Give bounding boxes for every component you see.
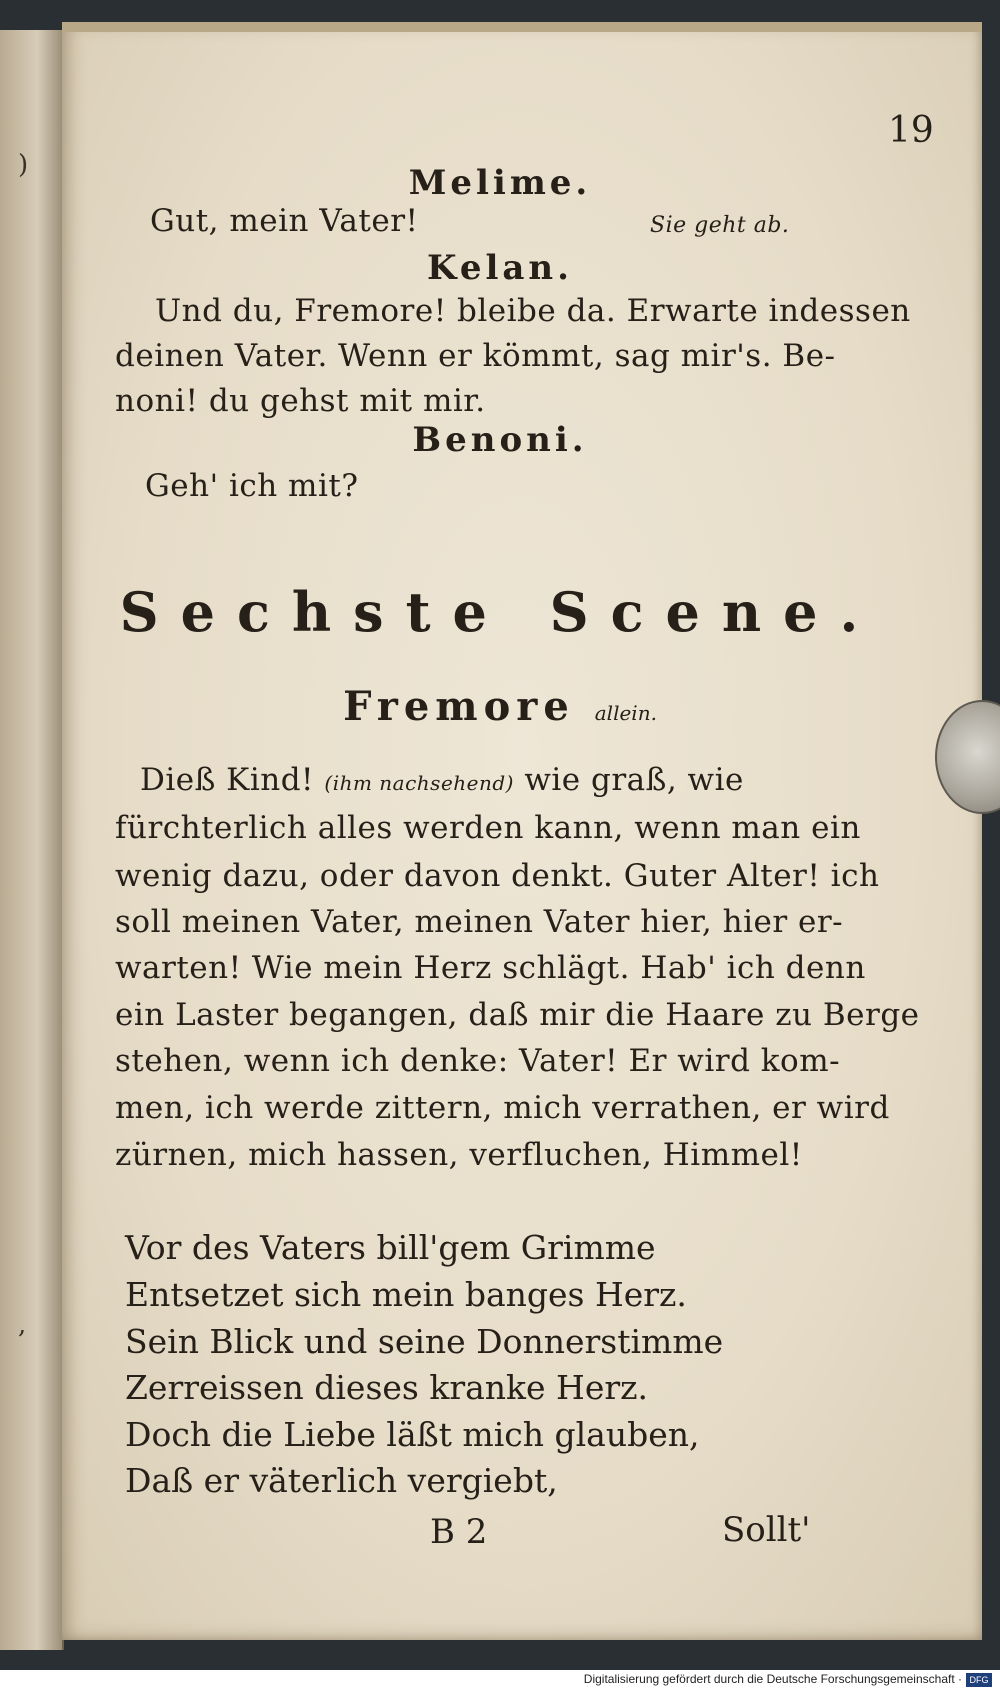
monologue-line: stehen, wenn ich denke: Vater! Er wird kom- [115, 1043, 841, 1079]
monologue-line: fürchterlich alles werden kann, wenn man ein [115, 810, 861, 846]
verse-line: Entsetzet sich mein banges Herz. [125, 1275, 687, 1314]
dialogue-line: deinen Vater. Wenn er kömmt, sag mir's. Be- [115, 338, 836, 374]
signature-mark: B 2 [430, 1512, 488, 1552]
verse-line: Zerreissen dieses kranke Herz. [125, 1368, 649, 1407]
dialogue-line: Gut, mein Vater! [150, 203, 419, 239]
scene-character: Fremore [343, 683, 575, 730]
monologue-text: Dieß Kind! [140, 762, 315, 798]
page-number: 19 [888, 110, 934, 151]
speaker-name: Kelan. [427, 248, 573, 288]
monologue-line: warten! Wie mein Herz schlägt. Hab' ich denn [115, 950, 866, 986]
monologue-line: wenig dazu, oder davon denkt. Guter Alter! ich [115, 858, 880, 894]
catchword: Sollt' [722, 1510, 811, 1550]
speaker-name: Melime. [408, 163, 592, 203]
scene-title: Sechste Scene. [119, 580, 881, 644]
dialogue-line: Geh' ich mit? [145, 468, 359, 504]
verse-line: Daß er väterlich vergiebt, [125, 1461, 558, 1500]
scene-subtitle [0, 683, 1000, 730]
verse-line: Sein Blick und seine Donnerstimme [125, 1322, 724, 1361]
left-page-mark: , [18, 1310, 27, 1340]
digitization-credit: Digitalisierung gefördert durch die Deutsche Forschungsgemeinschaft · [583, 1672, 962, 1686]
monologue-line: zürnen, mich hassen, verfluchen, Himmel! [115, 1137, 803, 1173]
page-top-edge [62, 22, 982, 32]
monologue-line: soll meinen Vater, meinen Vater hier, hier er- [115, 904, 844, 940]
verse-line: Doch die Liebe läßt mich glauben, [125, 1415, 700, 1454]
speaker-name: Benoni. [412, 420, 588, 460]
monologue-line: ein Laster begangen, daß mir die Haare zu Berge [115, 997, 920, 1033]
monologue-line: men, ich werde zittern, mich verrathen, er wird [115, 1090, 890, 1126]
stage-direction: (ihm nachsehend) [324, 771, 514, 795]
left-page-mark: ) [18, 150, 29, 180]
monologue-text: wie graß, wie [524, 762, 744, 798]
dialogue-line: Und du, Fremore! bleibe da. Erwarte indessen [155, 293, 911, 329]
verse-line: Vor des Vaters bill'gem Grimme [125, 1228, 656, 1267]
dialogue-line: noni! du gehst mit mir. [115, 383, 486, 419]
stage-direction: allein. [594, 701, 657, 725]
monologue-line [140, 762, 744, 798]
dfg-logo: DFG [966, 1673, 992, 1687]
stage-direction: Sie geht ab. [650, 213, 790, 238]
